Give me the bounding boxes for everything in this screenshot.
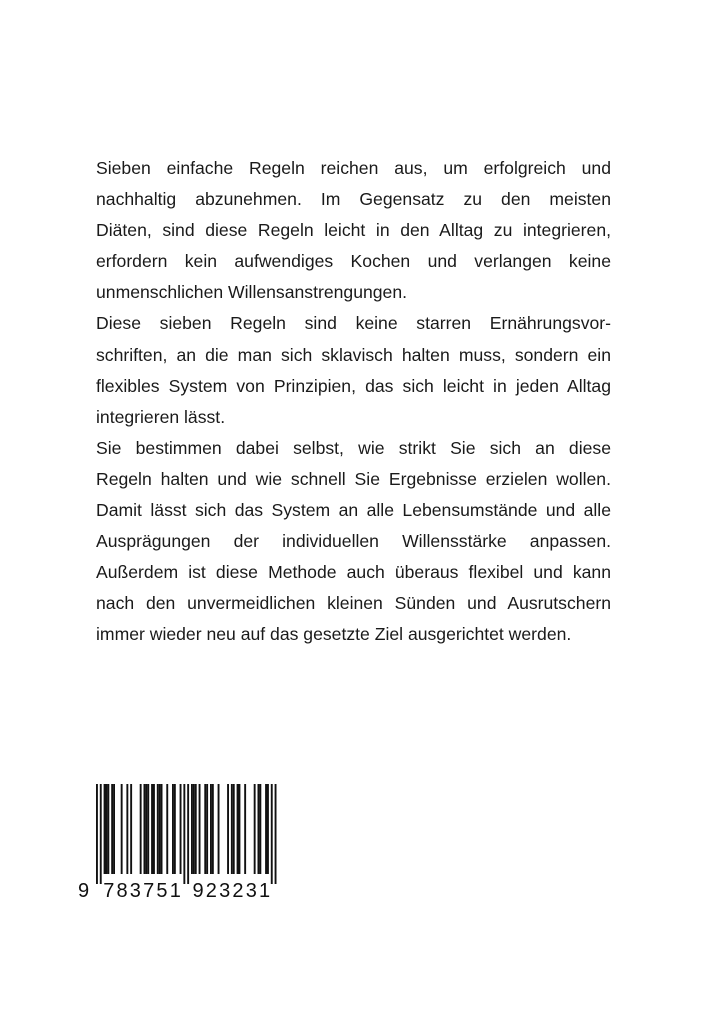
- barcode-digit: 7: [143, 880, 155, 902]
- text-line: Diese sieben Regeln sind keine starren Ernährungsvor-: [96, 313, 611, 334]
- paragraph: [96, 433, 611, 651]
- barcode-bar: [258, 784, 260, 874]
- barcode-bar: [174, 784, 176, 874]
- barcode-bar: [254, 784, 256, 874]
- barcode-bar: [180, 784, 182, 874]
- text-line: immer wieder neu auf das gesetzte Ziel ausgerichtet werden.: [96, 624, 572, 645]
- text-line: Regeln halten und wie schnell Sie Ergebnisse erzielen wollen.: [96, 468, 611, 489]
- barcode-bars: [76, 784, 282, 884]
- text-line: flexibles System von Prinzipien, das sich leicht in jeden Alltag: [96, 375, 611, 396]
- text-line: Sieben einfache Regeln reichen aus, um erfolgreich und: [96, 158, 611, 178]
- barcode-bar: [193, 784, 195, 874]
- barcode-guard-bar: [183, 784, 185, 884]
- text-line: integrieren lässt.: [96, 406, 226, 427]
- barcode-guard-bar: [96, 784, 98, 884]
- blurb-text: [96, 153, 611, 651]
- barcode-bar: [130, 784, 132, 874]
- barcode-bar: [195, 784, 197, 874]
- text-line: schriften, an die man sich sklavisch halten muss, sondern ein: [96, 344, 611, 365]
- barcode-digit: 3: [245, 880, 257, 902]
- paragraph: [96, 153, 611, 308]
- barcode-bar: [227, 784, 229, 874]
- barcode-bar: [104, 784, 106, 874]
- barcode-bar: [267, 784, 269, 874]
- barcode-digit: 3: [129, 880, 141, 902]
- barcode-digit: 7: [103, 880, 115, 902]
- barcode-bar: [106, 784, 108, 874]
- barcode-digit: 3: [219, 880, 231, 902]
- barcode-bar: [191, 784, 193, 874]
- isbn-barcode: [76, 784, 282, 908]
- barcode-bar: [107, 784, 109, 874]
- text-line: Ausprägungen der individuellen Willensstärke anpassen.: [96, 531, 611, 552]
- barcode-bar: [206, 784, 208, 874]
- barcode-bar: [166, 784, 168, 874]
- barcode-guard-bar: [275, 784, 277, 884]
- barcode-digit: 9: [192, 880, 204, 902]
- barcode-bar: [204, 784, 206, 874]
- barcode-bar: [259, 784, 261, 874]
- barcode-digit: 1: [169, 880, 181, 902]
- barcode-digit: 1: [259, 880, 271, 902]
- barcode-number: [76, 880, 282, 906]
- barcode-bar: [157, 784, 159, 874]
- barcode-bar: [210, 784, 212, 874]
- text-line: unmenschlichen Willensanstrengungen.: [96, 282, 408, 303]
- barcode-bar: [218, 784, 220, 874]
- text-line: Außerdem ist diese Methode auch überaus flexibel und kann: [96, 562, 611, 583]
- barcode-bar: [126, 784, 128, 874]
- barcode-guard-bar: [100, 784, 102, 884]
- barcode-bar: [161, 784, 163, 874]
- barcode-digit: 2: [232, 880, 244, 902]
- barcode-bar: [153, 784, 155, 874]
- barcode-bar: [244, 784, 246, 874]
- barcode-bar: [159, 784, 161, 874]
- text-line: Damit lässt sich das System an alle Lebensumstände und alle: [96, 500, 611, 521]
- text-line: Sie bestimmen dabei selbst, wie strikt Sie sich an diese: [96, 437, 611, 458]
- text-line: nachhaltig abzunehmen. Im Gegensatz zu den meisten: [96, 189, 611, 210]
- barcode-bar: [231, 784, 233, 874]
- barcode-bar: [212, 784, 214, 874]
- barcode-digit: 8: [116, 880, 128, 902]
- barcode-bar: [265, 784, 267, 874]
- barcode-digit: 5: [156, 880, 168, 902]
- barcode-bar: [145, 784, 147, 874]
- barcode-digit: 2: [205, 880, 217, 902]
- barcode-digit: 9: [78, 880, 90, 902]
- barcode-bar: [144, 784, 146, 874]
- text-line: erfordern kein aufwendiges Kochen und verlangen keine: [96, 251, 611, 272]
- barcode-bar: [199, 784, 201, 874]
- text-line: nach den unvermeidlichen kleinen Sünden und Ausrutschern: [96, 593, 611, 614]
- paragraph: [96, 308, 611, 432]
- barcode-bar: [151, 784, 153, 874]
- barcode-bar: [237, 784, 239, 874]
- barcode-bar: [111, 784, 113, 874]
- barcode-bar: [233, 784, 235, 874]
- barcode-bar: [147, 784, 149, 874]
- barcode-bar: [172, 784, 174, 874]
- barcode-bar: [239, 784, 241, 874]
- barcode-bar: [140, 784, 142, 874]
- barcode-guard-bar: [187, 784, 189, 884]
- barcode-bar: [121, 784, 123, 874]
- barcode-guard-bar: [271, 784, 273, 884]
- barcode-bar: [113, 784, 115, 874]
- text-line: Diäten, sind diese Regeln leicht in den Alltag zu integrieren,: [96, 220, 611, 241]
